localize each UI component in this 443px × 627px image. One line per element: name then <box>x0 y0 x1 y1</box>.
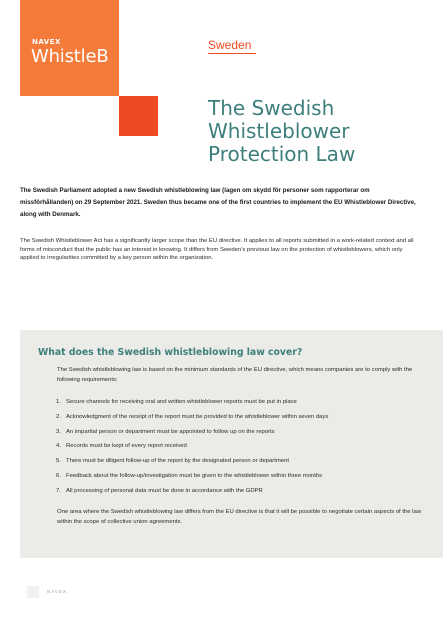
list-item <box>56 442 436 457</box>
footer-brand: NAVEX <box>47 589 67 594</box>
list-item-number: 4. <box>56 443 61 450</box>
page-number-box <box>27 586 39 598</box>
logo <box>20 0 119 96</box>
title-line: The Swedish <box>208 96 335 121</box>
list-item-number: 7. <box>56 487 61 494</box>
list-item-text: An impartial person or department must be appointed to follow up on the reports <box>66 428 275 435</box>
list-item <box>56 398 436 413</box>
list-item-number: 2. <box>56 413 61 420</box>
title-line: Protection Law <box>208 142 356 167</box>
list-item <box>56 428 436 443</box>
logo-sub: NAVEX <box>32 38 61 46</box>
accent-block <box>119 96 158 136</box>
list-item-text: Secure channels for receiving oral and written whistleblower reports must be put in place <box>66 399 297 405</box>
page-title <box>208 97 428 166</box>
list-item <box>56 487 436 502</box>
country-underline <box>208 53 256 54</box>
list-item-text: There must be diligent follow-up of the report by the designated person or department <box>66 458 289 465</box>
coverage-panel <box>20 330 443 558</box>
list-item-number: 1. <box>56 399 61 405</box>
list-item-number: 3. <box>56 428 61 435</box>
list-item-number: 6. <box>56 472 61 479</box>
list-item <box>56 472 436 487</box>
list-item-text: Acknowledgment of the receipt of the report must be provided to the whistleblower within seven days <box>66 413 329 420</box>
list-item-text: Records must be kept of every report received <box>66 443 187 450</box>
panel-intro: The Swedish whistleblowing law is based on the minimum standards of the EU directive, which means companies are to comply with the following requirements: <box>57 367 413 383</box>
panel-title: What does the Swedish whistleblowing law cover? <box>38 347 303 358</box>
list-item <box>56 457 436 472</box>
requirements-list <box>56 398 436 502</box>
intro-bold-paragraph: The Swedish Parliament adopted a new Swedish whistleblowing law (lagen om skydd för personer som rapporterar om missförhållanden) on 29 September 2021. Sweden thus became one of the first countries to implement the EU Whistleblower Directive, along with Denmark. <box>20 187 416 218</box>
list-item-text: Feedback about the follow-up/investigation must be given to the whistleblower within three months <box>66 472 323 479</box>
list-item-number: 5. <box>56 458 61 465</box>
country-label: Sweden <box>208 38 252 52</box>
intro-body-paragraph: The Swedish Whistleblower Act has a significantly larger scope than the EU directive. It applies to all reports submitted in a work-related context and all forms of misconduct that the public has an interest in knowing. It differs from Sweden's previous law on the protection of whistleblowers, which only applied to irregularities committed by a key person within the organization. <box>20 238 414 262</box>
logo-main: WhistleB <box>31 46 109 67</box>
panel-outro: One area where the Swedish whistleblowing law differs from the EU directive is that it will be possible to negotiate certain aspects of the law within the scope of collective union agreements. <box>57 509 421 525</box>
title-line: Whistleblower <box>208 119 350 144</box>
list-item <box>56 413 436 428</box>
list-item-text: All processing of personal data must be done in accordance with the GDPR <box>66 487 263 494</box>
